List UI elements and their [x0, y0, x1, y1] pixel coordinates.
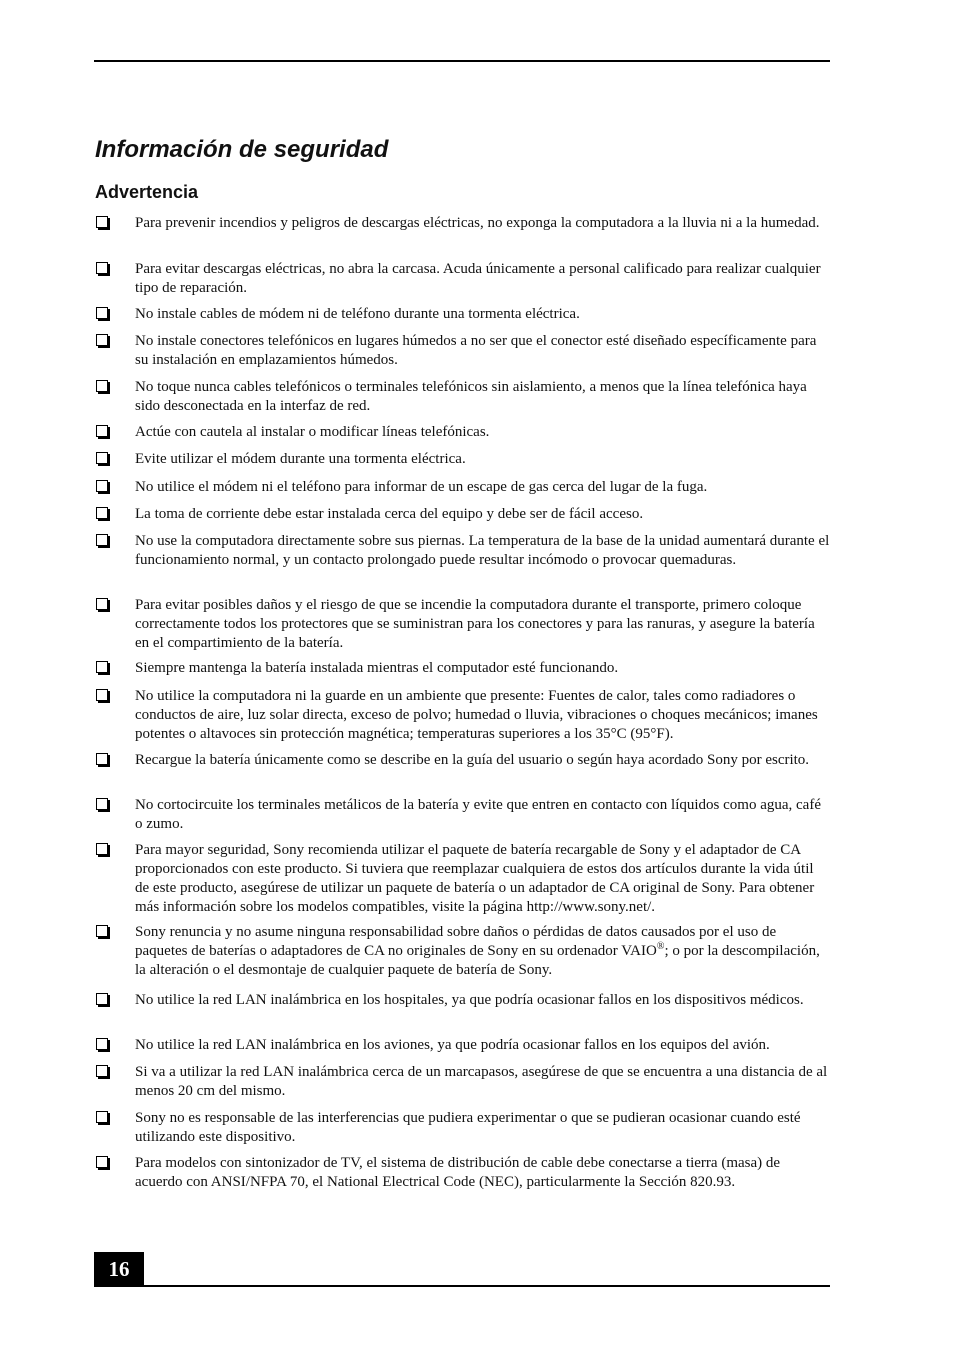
checkbox-bullet-icon [96, 843, 108, 855]
checkbox-bullet-icon [96, 1038, 108, 1050]
list-item-text: Recargue la batería únicamente como se describe en la guía del usuario o según haya acordado Sony por escrito. [135, 752, 810, 768]
registered-mark: ® [656, 941, 665, 952]
checkbox-bullet-icon [96, 262, 108, 274]
list-item-text: No cortocircuite los terminales metálicos de la batería y evite que entren en contacto con líquidos como agua, café o zumo. [135, 797, 821, 832]
list-item-text [135, 923, 830, 980]
checkbox-bullet-icon [96, 689, 108, 701]
checkbox-bullet-icon [96, 480, 108, 492]
checkbox-bullet-icon [96, 661, 108, 673]
list-item-text: Para evitar posibles daños y el riesgo de que se incendie la computadora durante el transporte, primero coloque correctamente todos los protectores que se suministran para los conectores y para las ranuras, y asegure la batería en el compartimiento de la batería. [135, 597, 815, 651]
checkbox-bullet-icon [96, 452, 108, 464]
list-item-text: No toque nunca cables telefónicos o terminales telefónicos sin aislamiento, a menos que la línea telefónica haya sido desconectada en la interfaz de red. [135, 379, 807, 414]
checkbox-bullet-icon [96, 798, 108, 810]
section-heading: Advertencia [95, 182, 199, 202]
checkbox-bullet-icon [96, 1065, 108, 1077]
list-item-text: Evite utilizar el módem durante una tormenta eléctrica. [135, 451, 466, 467]
checkbox-bullet-icon [96, 380, 108, 392]
list-item-text: Para mayor seguridad, Sony recomienda utilizar el paquete de batería recargable de Sony y el adaptador de CA proporcionados con este producto. Si tuviera que reemplazar cualquiera de estos dos artículos durante la vida útil de este producto, asegúrese de utilizar un paquete de batería o un adaptador de CA original de Sony. Para obtener más información sobre los modelos compatibles, visite la página http://www.sony.net/. [135, 842, 815, 915]
list-item-text: Siempre mantenga la batería instalada mientras el computador esté funcionando. [135, 660, 619, 676]
list-item-text: Para modelos con sintonizador de TV, el sistema de distribución de cable debe conectarse a tierra (masa) de acuerdo con ANSI/NFPA 70, el National Electrical Code (NEC), particularmente la Sección 820.93. [135, 1155, 781, 1190]
list-item-text-part: ; o por la descompilación, la alteración o el desmontaje de cualquier paquete de batería de Sony. [135, 943, 820, 978]
checkbox-bullet-icon [96, 425, 108, 437]
page-title: Información de seguridad [95, 136, 389, 163]
checkbox-bullet-icon [96, 1111, 108, 1123]
list-item-text: No utilice la red LAN inalámbrica en los aviones, ya que podría ocasionar fallos en los equipos del avión. [135, 1037, 770, 1053]
checkbox-bullet-icon [96, 993, 108, 1005]
page-number: 16 [94, 1252, 144, 1287]
list-item-text: No utilice la red LAN inalámbrica en los hospitales, ya que podría ocasionar fallos en los dispositivos médicos. [135, 992, 804, 1008]
checkbox-bullet-icon [96, 307, 108, 319]
list-item-text: No utilice el módem ni el teléfono para informar de un escape de gas cerca del lugar de la fuga. [135, 479, 708, 495]
checkbox-bullet-icon [96, 534, 108, 546]
list-item-text: Si va a utilizar la red LAN inalámbrica cerca de un marcapasos, asegúrese de que se encuentra a una distancia de al menos 20 cm del mismo. [135, 1064, 828, 1099]
list-item-text-part: Sony renuncia y no asume ninguna responsabilidad sobre daños o pérdidas de datos causados por el uso de paquetes de baterías o adaptadores de CA no originales de Sony en su ordenador VAIO [135, 924, 777, 959]
checkbox-bullet-icon [96, 925, 108, 937]
list-item-text: Actúe con cautela al instalar o modificar líneas telefónicas. [135, 424, 490, 440]
footer-rule [94, 1285, 830, 1287]
checkbox-bullet-icon [96, 1156, 108, 1168]
checkbox-bullet-icon [96, 598, 108, 610]
checkbox-bullet-icon [96, 334, 108, 346]
list-item-text: No instale cables de módem ni de teléfono durante una tormenta eléctrica. [135, 306, 580, 322]
list-item-text: No use la computadora directamente sobre sus piernas. La temperatura de la base de la unidad aumentará durante el funcionamiento normal, y un contacto prolongado puede resultar incómodo o provocar quemaduras. [135, 533, 830, 568]
header-rule [94, 60, 830, 62]
list-item-text: No utilice la computadora ni la guarde en un ambiente que presente: Fuentes de calor, tales como radiadores o conductos de aire, luz solar directa, exceso de polvo; humedad o lluvia, vibraciones o choques mecánicos; imanes potentes o altavoces sin protección magnética; temperaturas superiores a los 35°C (95°F). [135, 688, 818, 742]
checkbox-bullet-icon [96, 507, 108, 519]
list-item-text: La toma de corriente debe estar instalada cerca del equipo y debe ser de fácil acceso. [135, 506, 644, 522]
list-item-text: No instale conectores telefónicos en lugares húmedos a no ser que el conector esté diseñado específicamente para su instalación en emplazamientos húmedos. [135, 333, 817, 368]
list-item-text: Para evitar descargas eléctricas, no abra la carcasa. Acuda únicamente a personal calificado para realizar cualquier tipo de reparación. [135, 261, 821, 296]
list-item-text: Para prevenir incendios y peligros de descargas eléctricas, no exponga la computadora a la lluvia ni a la humedad. [135, 215, 820, 231]
list-item-text: Sony no es responsable de las interferencias que pudiera experimentar o que se pudieran ocasionar cuando esté utilizando este dispositivo. [135, 1110, 801, 1145]
checkbox-bullet-icon [96, 753, 108, 765]
checkbox-bullet-icon [96, 216, 108, 228]
